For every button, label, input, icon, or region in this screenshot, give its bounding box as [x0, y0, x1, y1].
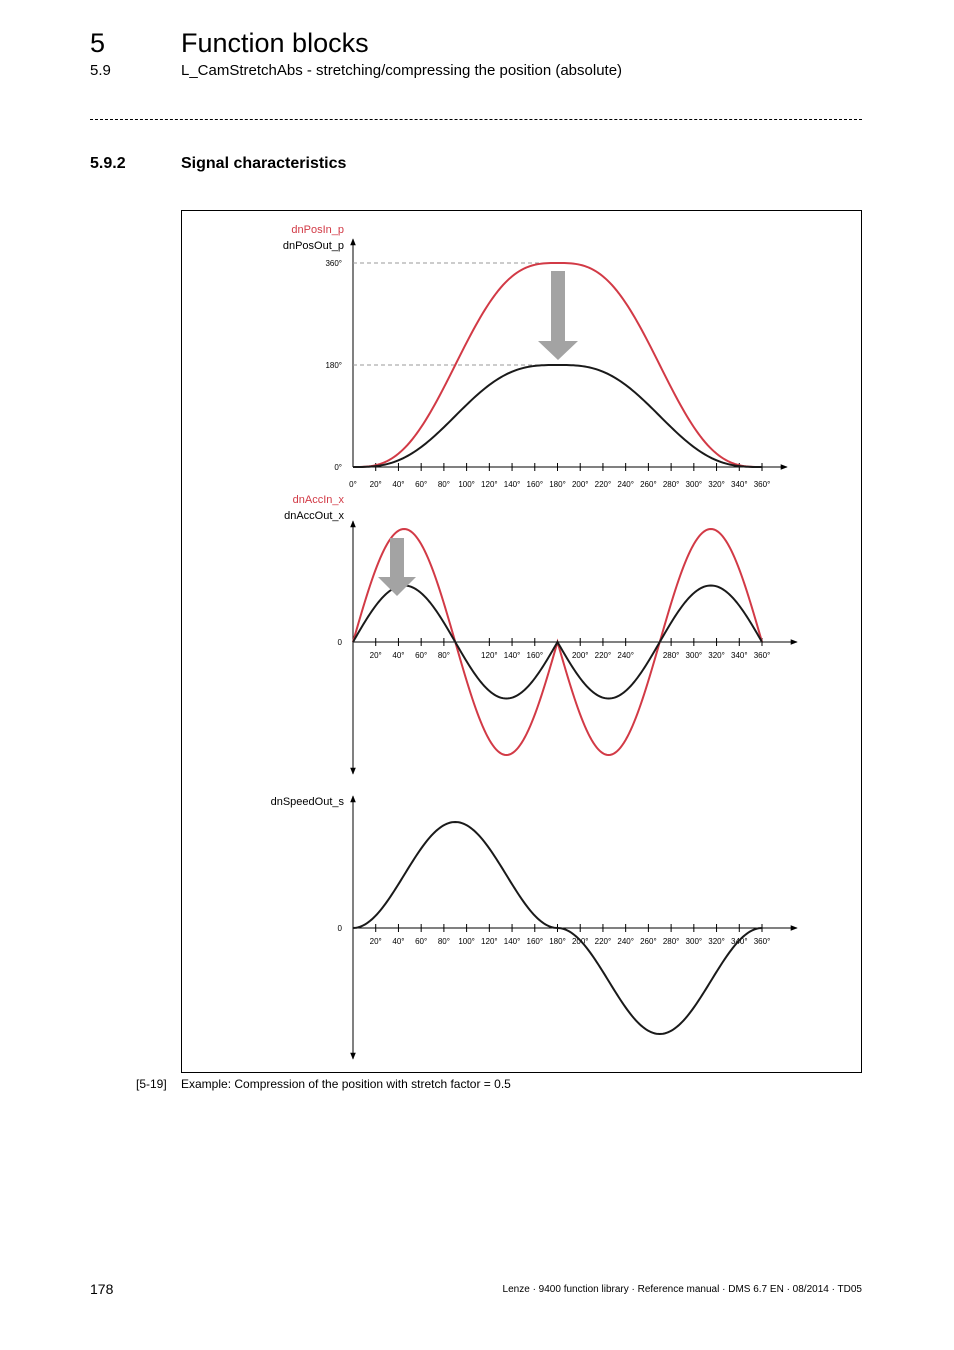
position-tick-label: 340°: [731, 480, 748, 489]
ytick-360: 360°: [325, 259, 342, 268]
acc-tick-label: 20°: [369, 651, 382, 660]
position-tick-label: 220°: [594, 480, 612, 489]
position-tick-label: 360°: [753, 480, 771, 489]
speed-tick-label: 200°: [571, 937, 589, 946]
acc-tick-label: 240°: [617, 651, 634, 660]
speed-tick-label: 40°: [392, 937, 405, 946]
acc-tick-label: 320°: [708, 651, 725, 660]
speed-tick-label: 120°: [481, 937, 498, 946]
acceleration-chart: [284, 494, 797, 774]
speed-tick-label: 320°: [708, 937, 725, 946]
position-tick-label: 240°: [617, 480, 634, 489]
signal-figure: [181, 210, 862, 1073]
speed-tick-label: 60°: [415, 937, 428, 946]
position-chart: [283, 224, 787, 489]
caption-text: Example: Compression of the position with stretch factor = 0.5: [181, 1077, 511, 1091]
position-tick-label: 80°: [437, 480, 450, 489]
speed-tick-label: 80°: [437, 937, 450, 946]
caption-number: [5-19]: [136, 1077, 167, 1091]
chapter-number: 5: [90, 28, 106, 58]
position-tick-label: 260°: [640, 480, 657, 489]
subsection-title: Signal characteristics: [181, 155, 347, 172]
page-number: 178: [90, 1281, 114, 1297]
acc-tick-label: 300°: [685, 651, 703, 660]
position-tick-label: 200°: [571, 480, 589, 489]
speed-tick-label: 160°: [526, 937, 544, 946]
acc-tick-label: 120°: [481, 651, 498, 660]
signal-charts: [182, 211, 863, 1074]
ytick-0: 0°: [334, 463, 342, 472]
subsection-number: 5.9.2: [90, 155, 126, 172]
speed-tick-label: 340°: [731, 937, 748, 946]
position-tick-label: 300°: [685, 480, 703, 489]
speed-chart: [271, 796, 797, 1059]
acc-tick-label: 200°: [571, 651, 589, 660]
chapter-title: Function blocks: [181, 28, 369, 58]
position-tick-label: 180°: [549, 480, 566, 489]
ytick-180: 180°: [325, 361, 342, 370]
speed-tick-label: 280°: [662, 937, 680, 946]
speed-tick-label: 140°: [503, 937, 521, 946]
position-tick-label: 100°: [458, 480, 475, 489]
ylabel-accout: dnAccOut_x: [284, 510, 344, 522]
position-tick-label: 20°: [369, 480, 382, 489]
acc-tick-label: 340°: [731, 651, 748, 660]
series-posout: [353, 365, 762, 467]
position-tick-label: 40°: [392, 480, 405, 489]
position-tick-label: 280°: [662, 480, 680, 489]
speed-tick-label: 100°: [458, 937, 475, 946]
ylabel-posout: dnPosOut_p: [282, 240, 344, 252]
speed-ytick-0: 0: [337, 924, 342, 933]
position-tick-label: 320°: [708, 480, 725, 489]
acc-tick-label: 40°: [392, 651, 405, 660]
speed-tick-label: 360°: [753, 937, 771, 946]
position-tick-label: 160°: [526, 480, 544, 489]
header-rule: [90, 119, 862, 120]
acc-tick-label: 160°: [526, 651, 544, 660]
position-tick-label: 60°: [415, 480, 428, 489]
acc-tick-label: 80°: [437, 651, 450, 660]
acc-tick-label: 360°: [753, 651, 771, 660]
speed-tick-label: 180°: [549, 937, 566, 946]
section-title: L_CamStretchAbs - stretching/compressing the position (absolute): [181, 62, 623, 79]
speed-tick-label: 240°: [617, 937, 634, 946]
compress-arrow-icon: [538, 271, 578, 360]
position-tick-label: 120°: [481, 480, 498, 489]
speed-tick-label: 20°: [369, 937, 382, 946]
acc-tick-label: 140°: [503, 651, 521, 660]
ylabel-posin: dnPosIn_p: [291, 224, 344, 236]
acc-tick-label: 280°: [662, 651, 680, 660]
section-number: 5.9: [90, 62, 111, 79]
speed-x-ticks: [370, 924, 771, 946]
position-tick-label: 140°: [503, 480, 521, 489]
footer-text: Lenze · 9400 function library · Reference manual · DMS 6.7 EN · 08/2014 · TD05: [502, 1284, 862, 1295]
ylabel-accin: dnAccIn_x: [292, 494, 344, 506]
acc-x-ticks: [370, 638, 771, 660]
speed-tick-label: 300°: [685, 937, 703, 946]
speed-tick-label: 220°: [594, 937, 612, 946]
position-tick-label: 0°: [349, 480, 357, 489]
acc-tick-label: 60°: [415, 651, 428, 660]
acc-ytick-0: 0: [337, 638, 342, 647]
speed-tick-label: 260°: [640, 937, 657, 946]
ylabel-speedout: dnSpeedOut_s: [270, 796, 344, 808]
acc-tick-label: 220°: [594, 651, 612, 660]
